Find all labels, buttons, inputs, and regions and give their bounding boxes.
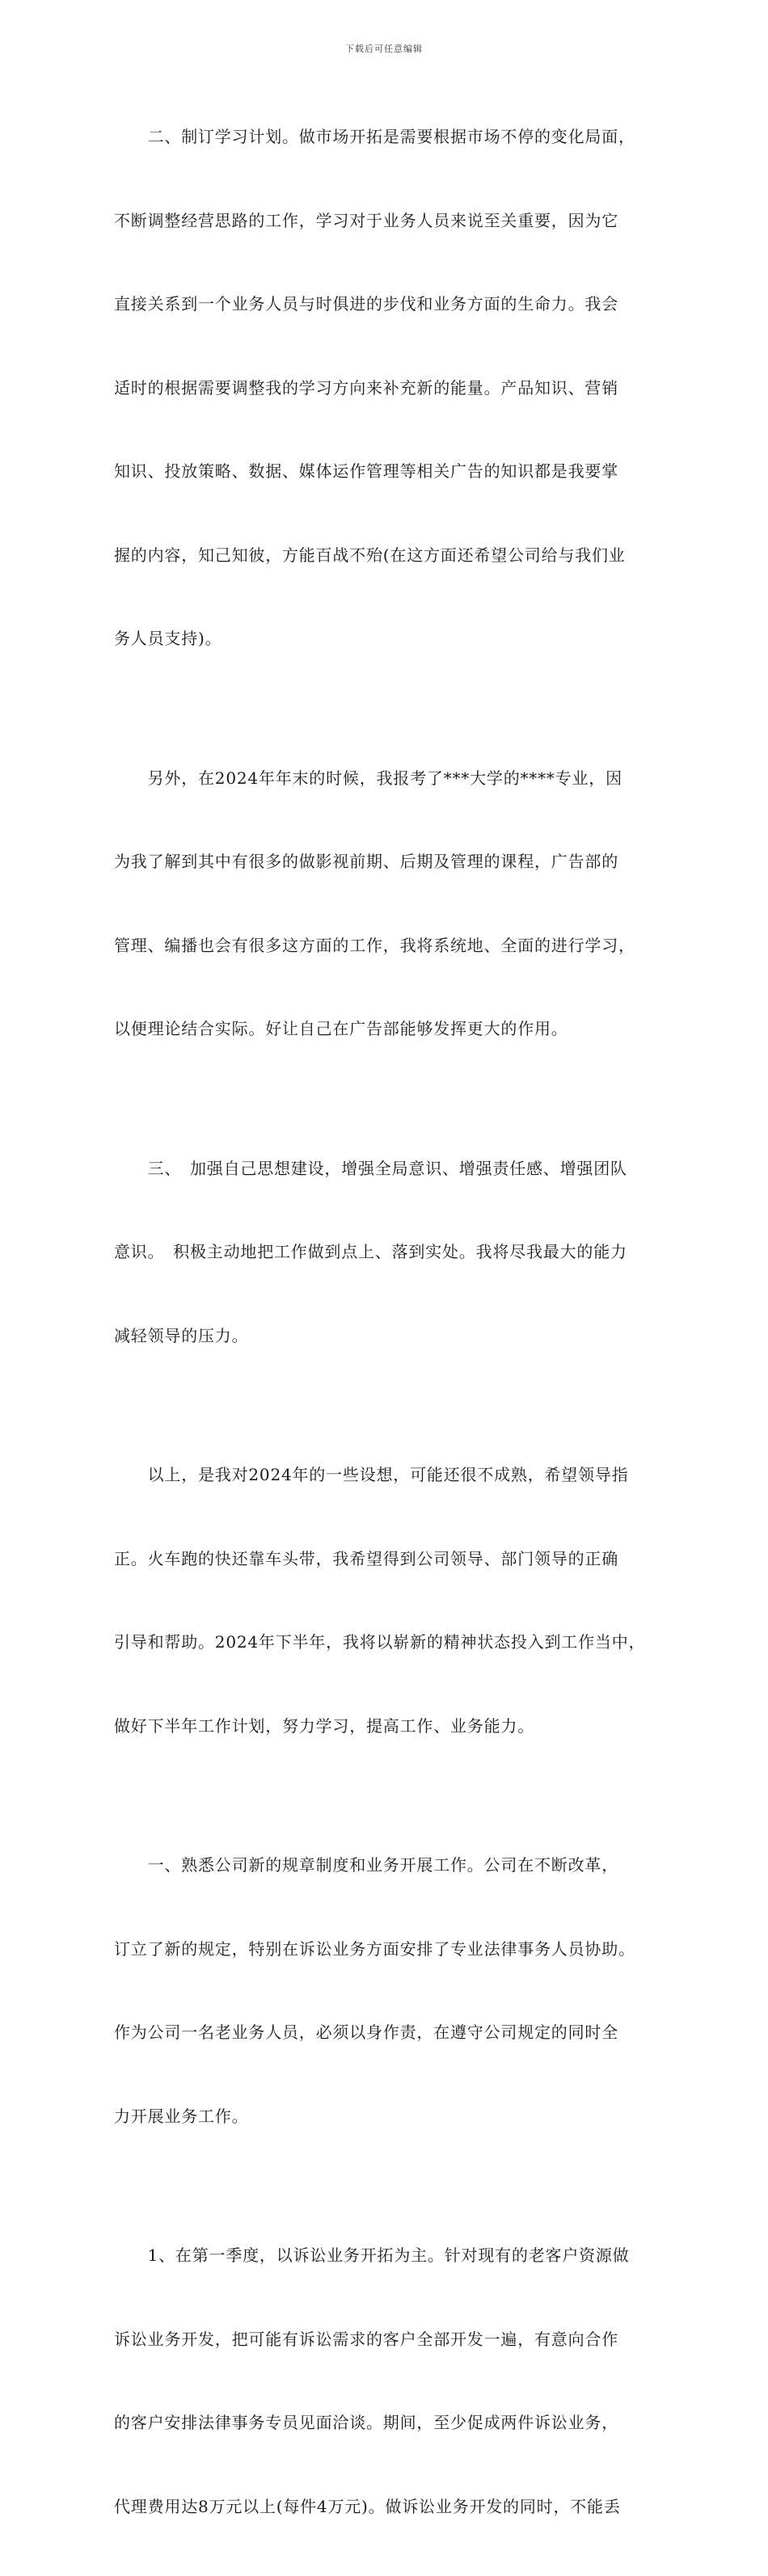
text-line: 适时的根据需要调整我的学习方向来补充新的能量。产品知识、营销 [114, 377, 618, 398]
paragraph-first-quarter [114, 2186, 654, 2576]
paragraph-summary [114, 1405, 654, 1795]
paragraph-company-rules [114, 1795, 654, 2186]
text-line: 另外，在2024年年末的时候，我报考了***大学的****专业，因 [114, 768, 622, 788]
text-line: 直接关系到一个业务人员与时俱进的步伐和业务方面的生命力。我会 [114, 294, 618, 314]
text-line: 以便理论结合实际。好让自己在广告部能够发挥更大的作用。 [114, 1019, 568, 1038]
text-line: 知识、投放策略、数据、媒体运作管理等相关广告的知识都是我要掌 [114, 461, 618, 481]
text-line: 作为公司一名老业务人员，必须以身作责，在遵守公司规定的同时全 [114, 2022, 618, 2042]
text-line: 务人员支持)。 [114, 629, 222, 648]
text-line: 订立了新的规定，特别在诉讼业务方面安排了专业法律事务人员协助。 [114, 1938, 635, 1959]
text-line: 的客户安排法律事务专员见面洽谈。期间，至少促成两件诉讼业务， [114, 2413, 618, 2432]
text-line: 握的内容，知己知彼，方能百战不殆(在这方面还希望公司给与我们业 [114, 545, 626, 565]
text-line: 二、制订学习计划。做市场开拓是需要根据市场不停的变化局面， [114, 127, 635, 146]
text-line: 1、在第一季度，以诉讼业务开拓为主。针对现有的老客户资源做 [114, 2246, 630, 2265]
paragraph-university-study [114, 709, 654, 1099]
text-line: 正。火车跑的快还靠车头带，我希望得到公司领导、部门领导的正确 [114, 1548, 618, 1568]
paragraph-ideology [114, 1099, 654, 1406]
text-line: 诉讼业务开发，把可能有诉讼需求的客户全部开发一遍，有意向合作 [114, 2329, 618, 2349]
text-line: 做好下半年工作计划，努力学习，提高工作、业务能力。 [114, 1715, 534, 1736]
paragraph-study-plan [114, 67, 654, 709]
text-line: 力开展业务工作。 [114, 2106, 249, 2126]
text-line: 以上，是我对2024年的一些设想，可能还很不成熟，希望领导指 [114, 1465, 629, 1484]
text-line: 减轻领导的压力。 [114, 1325, 249, 1345]
text-line: 代理费用达8万元以上(每件4万元)。做诉讼业务开发的同时，不能丢 [114, 2496, 621, 2516]
page-header: 下载后可任意编辑 [345, 44, 423, 54]
document-body [114, 67, 654, 2576]
text-line: 意识。 积极主动地把工作做到点上、落到实处。我将尽我最大的能力 [114, 1242, 627, 1261]
text-line: 引导和帮助。2024年下半年，我将以崭新的精神状态投入到工作当中， [114, 1632, 646, 1652]
text-line: 为我了解到其中有很多的做影视前期、后期及管理的课程，广告部的 [114, 852, 618, 871]
text-line: 三、 加强自己思想建设，增强全局意识、增强责任感、增强团队 [114, 1158, 627, 1178]
text-line: 一、熟悉公司新的规章制度和业务开展工作。公司在不断改革， [114, 1855, 618, 1875]
text-line: 管理、编播也会有很多这方面的工作，我将系统地、全面的进行学习， [114, 935, 635, 955]
text-line: 不断调整经营思路的工作，学习对于业务人员来说至关重要，因为它 [114, 210, 618, 230]
